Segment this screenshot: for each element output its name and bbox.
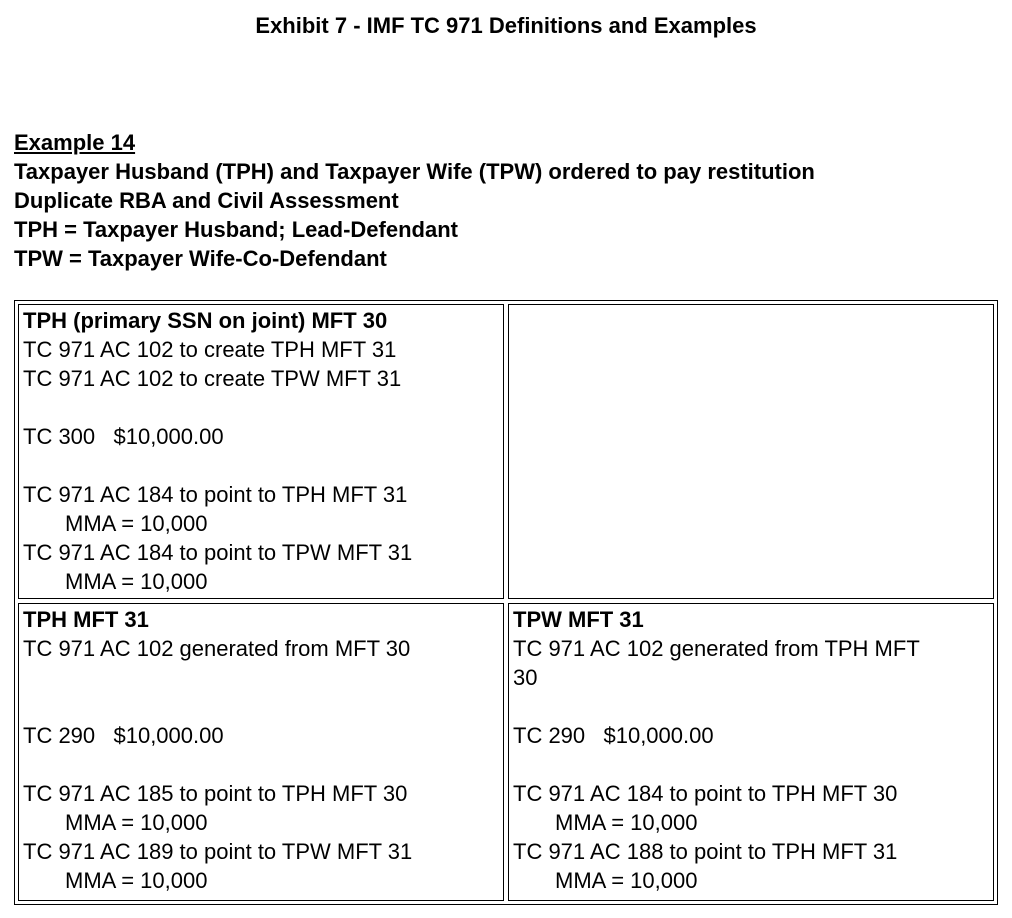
heading-line-3: TPH = Taxpayer Husband; Lead-Defendant (14, 217, 458, 242)
cell-line: TC 971 AC 185 to point to TPH MFT 30 (23, 781, 408, 806)
example-table-grid (14, 300, 998, 905)
heading-line-2: Duplicate RBA and Civil Assessment (14, 188, 399, 213)
cell-empty (508, 304, 994, 599)
cell-line: TC 971 AC 188 to point to TPH MFT 31 (513, 839, 898, 864)
cell-spacer (23, 750, 499, 779)
cell-tph-mft31 (18, 603, 504, 901)
cell-line: MMA = 10,000 (65, 511, 208, 536)
cell-line: TC 971 AC 102 to create TPH MFT 31 (23, 337, 397, 362)
cell-spacer (23, 692, 499, 721)
example-label: Example 14 (14, 130, 136, 155)
cell-spacer (513, 750, 989, 779)
cell-line: MMA = 10,000 (65, 810, 208, 835)
example-heading (14, 128, 1004, 273)
cell-line: TC 971 AC 184 to point to TPH MFT 31 (23, 482, 408, 507)
cell-spacer (23, 663, 499, 692)
cell-tph-mft30 (18, 304, 504, 599)
cell-line: MMA = 10,000 (65, 569, 208, 594)
cell-line: MMA = 10,000 (555, 868, 698, 893)
cell-tpw-mft31 (508, 603, 994, 901)
cell-header: TPH MFT 31 (23, 607, 149, 632)
cell-spacer (23, 451, 499, 480)
example-table (14, 300, 998, 905)
cell-line: TC 300 $10,000.00 (23, 424, 224, 449)
heading-line-1: Taxpayer Husband (TPH) and Taxpayer Wife (TPW) ordered to pay restitution (14, 159, 815, 184)
cell-line: TC 971 AC 102 to create TPW MFT 31 (23, 366, 402, 391)
page-title: Exhibit 7 - IMF TC 971 Definitions and Examples (255, 13, 757, 38)
cell-header: TPW MFT 31 (513, 607, 644, 632)
cell-spacer (23, 393, 499, 422)
table-row (18, 304, 994, 599)
cell-line: TC 290 $10,000.00 (513, 723, 714, 748)
table-row (18, 603, 994, 901)
cell-line: TC 290 $10,000.00 (23, 723, 224, 748)
cell-line: MMA = 10,000 (555, 810, 698, 835)
cell-line: TC 971 AC 184 to point to TPW MFT 31 (23, 540, 413, 565)
cell-header: TPH (primary SSN on joint) MFT 30 (23, 308, 388, 333)
cell-spacer (513, 692, 989, 721)
cell-line: TC 971 AC 189 to point to TPW MFT 31 (23, 839, 413, 864)
cell-line: TC 971 AC 102 generated from MFT 30 (23, 636, 411, 661)
heading-line-4: TPW = Taxpayer Wife-Co-Defendant (14, 246, 387, 271)
cell-line: TC 971 AC 184 to point to TPH MFT 30 (513, 781, 898, 806)
cell-line: TC 971 AC 102 generated from TPH MFT 30 (513, 636, 920, 690)
cell-line: MMA = 10,000 (65, 868, 208, 893)
